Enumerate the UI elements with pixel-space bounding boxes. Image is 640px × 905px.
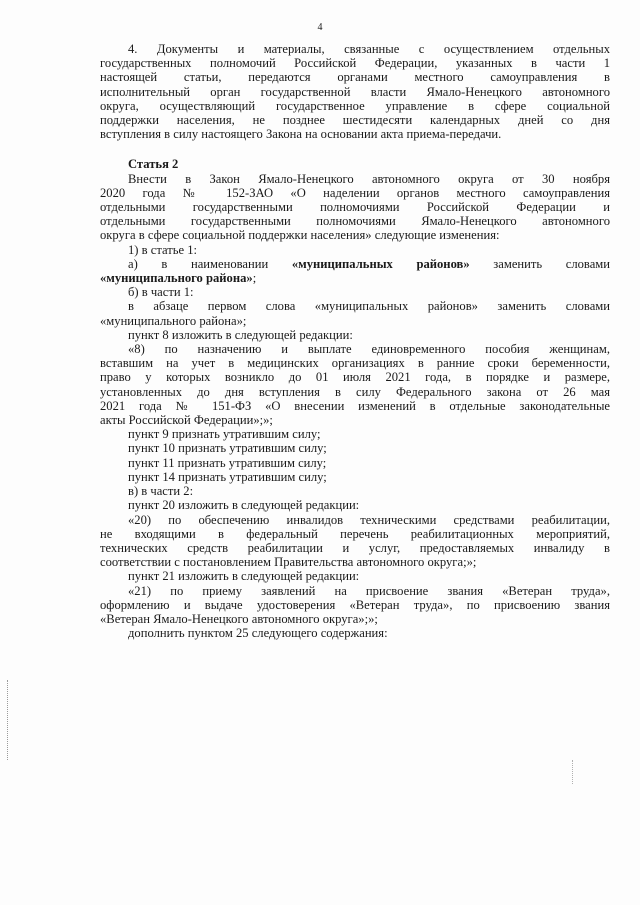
text-line: государственных полномочий Российской Федерации, указанных в части 1	[100, 56, 610, 71]
text-line: отдельными государственными полномочиями Ямало-Ненецкого автономного	[100, 214, 610, 229]
item-1: 1) в статье 1:	[128, 242, 198, 257]
text-line: Внести в Закон Ямало-Ненецкого автономного округа от 30 ноября	[128, 171, 610, 186]
text-line: 2020 года № 152-ЗАО «О наделении органов местного самоуправления	[100, 185, 610, 200]
text-line: округа в сфере социальной поддержки населения» следующие изменения:	[100, 228, 500, 243]
text-line: округа, осуществляющий государственное управление в сфере социальной	[100, 98, 610, 113]
item-a-end: ;	[252, 271, 257, 286]
list-item: пункт 14 признать утратившим силу;	[128, 469, 327, 484]
text-line: акты Российской Федерации»;»;	[100, 413, 273, 428]
text-line: поддержки населения, не позднее шестидесяти календарных дней со дня	[100, 113, 610, 128]
item-b: б) в части 1:	[128, 285, 194, 300]
item-a-bold-new: «муниципального района»	[100, 271, 253, 286]
article-2-intro	[100, 172, 610, 243]
item-a-text: а) в наименовании	[128, 256, 292, 271]
point-20-text	[100, 513, 610, 570]
text-line: «21) по приему заявлений на присвоение звания «Ветеран труда»,	[128, 583, 610, 598]
article-heading: Статья 2	[128, 157, 179, 172]
text-line: не входящими в федеральный перечень реабилитационных мероприятий,	[100, 526, 610, 541]
text-line: в абзаце первом слова «муниципальных районов» заменить словами	[128, 299, 610, 314]
text-line: вставшим на учет в медицинских организациях в ранние сроки беременности,	[100, 356, 610, 371]
page-number: 4	[317, 22, 323, 33]
text-line: 2021 года № 151-ФЗ «О внесении изменений в отдельные законодательные	[100, 398, 610, 413]
text-line: отдельными государственными полномочиями Российской Федерации и	[100, 200, 610, 215]
text-line: «8) по назначению и выплате единовременного пособия женщинам,	[128, 342, 610, 357]
supplement-line: дополнить пунктом 25 следующего содержания:	[128, 626, 388, 641]
item-v: в) в части 2:	[128, 484, 194, 499]
text-line: оформлению и выдаче удостоверения «Ветеран труда», по присвоению звания	[100, 597, 610, 612]
paragraph-4	[100, 42, 610, 141]
text-line: вступления в силу настоящего Закона на основании акта приема-передачи.	[100, 127, 502, 142]
point-8-intro: пункт 8 изложить в следующей редакции:	[128, 327, 353, 342]
list-item: пункт 10 признать утратившим силу;	[128, 441, 327, 456]
text-line: настоящей статьи, передаются органами местного самоуправления в	[100, 70, 610, 85]
scan-artifact	[572, 760, 574, 784]
text-line: «муниципального района»;	[100, 313, 247, 328]
text-line: исполнительный орган государственной власти Ямало-Ненецкого автономного	[100, 84, 610, 99]
item-a	[100, 257, 610, 271]
list-item: пункт 11 признать утратившим силу;	[128, 455, 327, 470]
item-a-bold-old: «муниципальных районов»	[291, 256, 470, 271]
text-line: установленных до дня вступления в силу Федерального закона от 26 мая	[100, 384, 610, 399]
text-line: «20) по обеспечению инвалидов техническими средствами реабилитации,	[128, 512, 610, 527]
list-item: пункт 9 признать утратившим силу;	[128, 427, 321, 442]
item-a-text-mid: заменить словами	[469, 256, 611, 271]
point-21-intro: пункт 21 изложить в следующей редакции:	[128, 569, 360, 584]
text-line: соответствии с постановлением Правительства автономного округа;»;	[100, 555, 477, 570]
scan-artifact	[7, 680, 10, 760]
point-21-text	[100, 584, 610, 627]
text-line: «Ветеран Ямало-Ненецкого автономного округа»;»;	[100, 611, 378, 626]
item-a-cont	[100, 271, 610, 285]
text-line: 4. Документы и материалы, связанные с осуществлением отдельных	[128, 42, 610, 56]
point-20-intro: пункт 20 изложить в следующей редакции:	[128, 498, 360, 513]
text-line: право у которых возникло до 01 июля 2021 года, в порядке и размере,	[100, 370, 610, 385]
text-line: технических средств реабилитации и услуг, предоставляемых инвалиду в	[100, 540, 610, 555]
point-8-text	[100, 342, 610, 427]
document-body	[100, 42, 610, 640]
